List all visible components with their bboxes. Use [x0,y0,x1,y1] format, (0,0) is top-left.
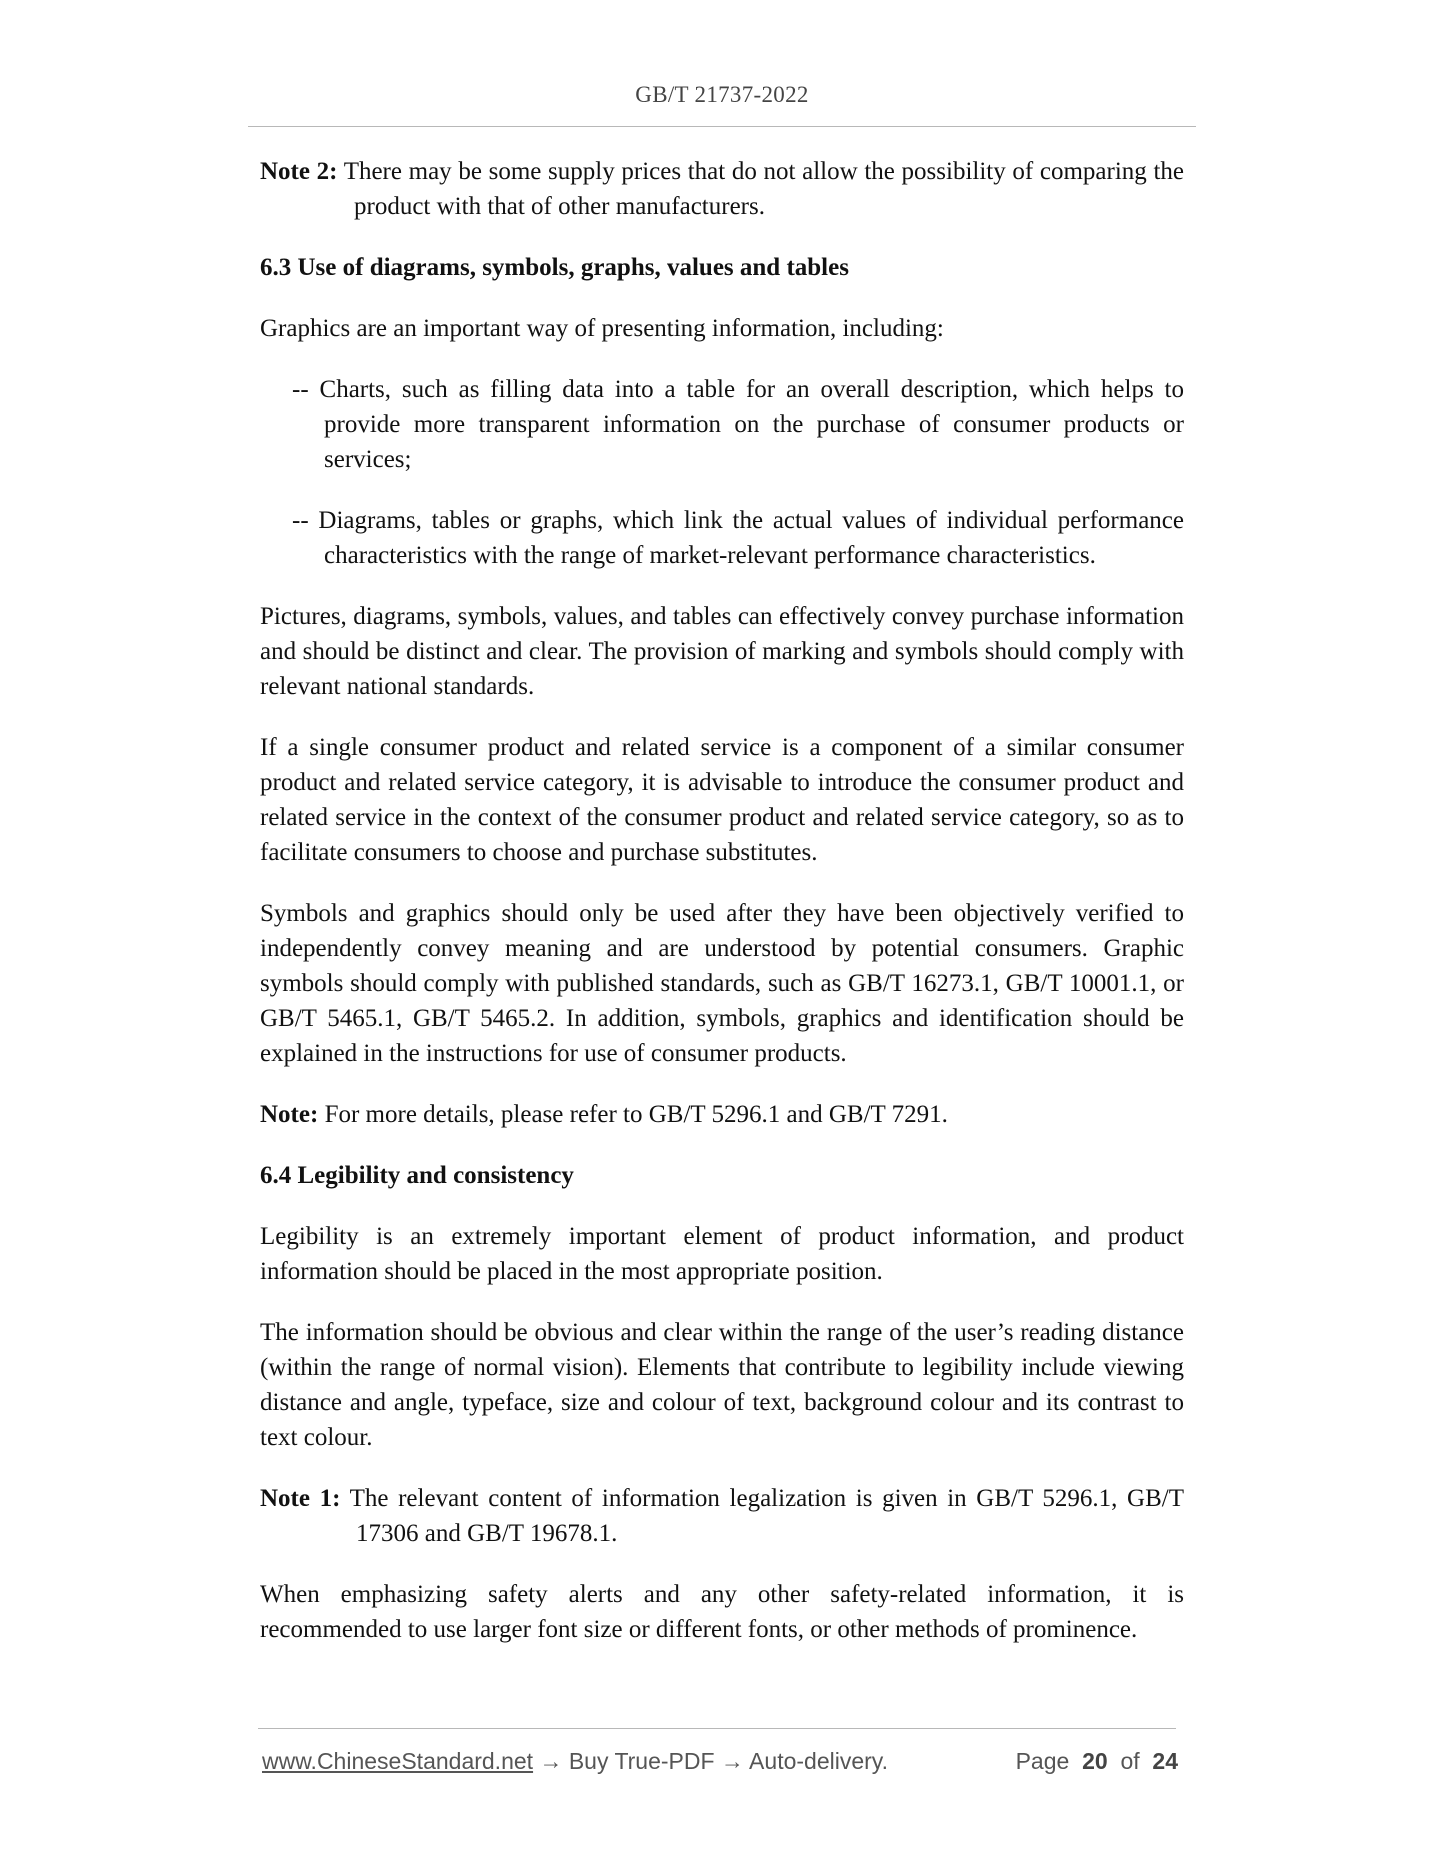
note-text: For more details, please refer to GB/T 5296.1 and GB/T 7291. [324,1101,948,1128]
section-heading-6-4: 6.4 Legibility and consistency [260,1162,574,1189]
note-1-text: The relevant content of information legalization is given in GB/T 5296.1, GB/T 17306 and GB/T 19678.1. [349,1485,1184,1547]
page-current: 20 [1082,1748,1108,1774]
note-label: Note: [260,1101,319,1128]
safety-paragraph: When emphasizing safety alerts and any other safety-related information, it is recommended to use larger font size or different fonts, or other methods of prominence. [260,1581,1184,1643]
page-header-standard-code: GB/T 21737-2022 [635,82,809,107]
header-divider [248,126,1196,127]
legibility-paragraph: Legibility is an extremely important element of product information, and product information should be placed in the most appropriate position. [260,1223,1184,1285]
symbols-paragraph: Symbols and graphics should only be used after they have been objectively verified to independently convey meaning and are understood by potential consumers. Graphic symbols should comply with published standards, such as GB/T 16273.1, GB/T 10001.1, or GB/T 5465.1, GB/T 5465.2. In addition, symbols, graphics and identification should be explained in the instructions for use of consumer products. [260,900,1184,1067]
page-total: 24 [1152,1748,1178,1774]
page-footer [262,1748,1178,1780]
page-word: Page [1015,1748,1070,1774]
graphics-intro-paragraph: Graphics are an important way of presenting information, including: [260,315,944,342]
of-word: of [1120,1748,1140,1774]
site-link[interactable]: www.ChineseStandard.net [262,1748,534,1774]
note-1-label: Note 1: [260,1485,341,1512]
footer-promo-text: → Buy True-PDF → Auto-delivery. [533,1748,888,1774]
note-2 [260,154,1184,224]
bullet-item-charts: -- Charts, such as filling data into a table for an overall description, which helps to provide more transparent information on the purchase of consumer products or services; [292,376,1184,473]
page-body [260,154,1184,1673]
single-product-paragraph: If a single consumer product and related service is a component of a similar consumer product and related service category, it is advisable to introduce the consumer product and related service in the context of the consumer product and related service category, so as to facilitate consumers to choose and purchase substitutes. [260,734,1184,866]
note-2-text: There may be some supply prices that do not allow the possibility of comparing the product with that of other manufacturers. [343,158,1184,220]
footer-promo [262,1748,888,1775]
note-2-label: Note 2: [260,158,338,185]
note-details [260,1097,1184,1132]
footer-divider [258,1728,1176,1729]
pictures-paragraph: Pictures, diagrams, symbols, values, and tables can effectively convey purchase information and should be distinct and clear. The provision of marking and symbols should comply with relevant national standards. [260,603,1184,700]
information-paragraph: The information should be obvious and clear within the range of the user’s reading distance (within the range of normal vision). Elements that contribute to legibility include viewing distance and angle, typeface, size and colour of text, background colour and its contrast to text colour. [260,1319,1184,1451]
section-heading-6-3: 6.3 Use of diagrams, symbols, graphs, values and tables [260,254,849,281]
page-number [1016,1748,1178,1775]
bullet-item-diagrams: -- Diagrams, tables or graphs, which link the actual values of individual performance characteristics with the range of market-relevant performance characteristics. [292,507,1184,569]
note-1 [260,1481,1184,1551]
